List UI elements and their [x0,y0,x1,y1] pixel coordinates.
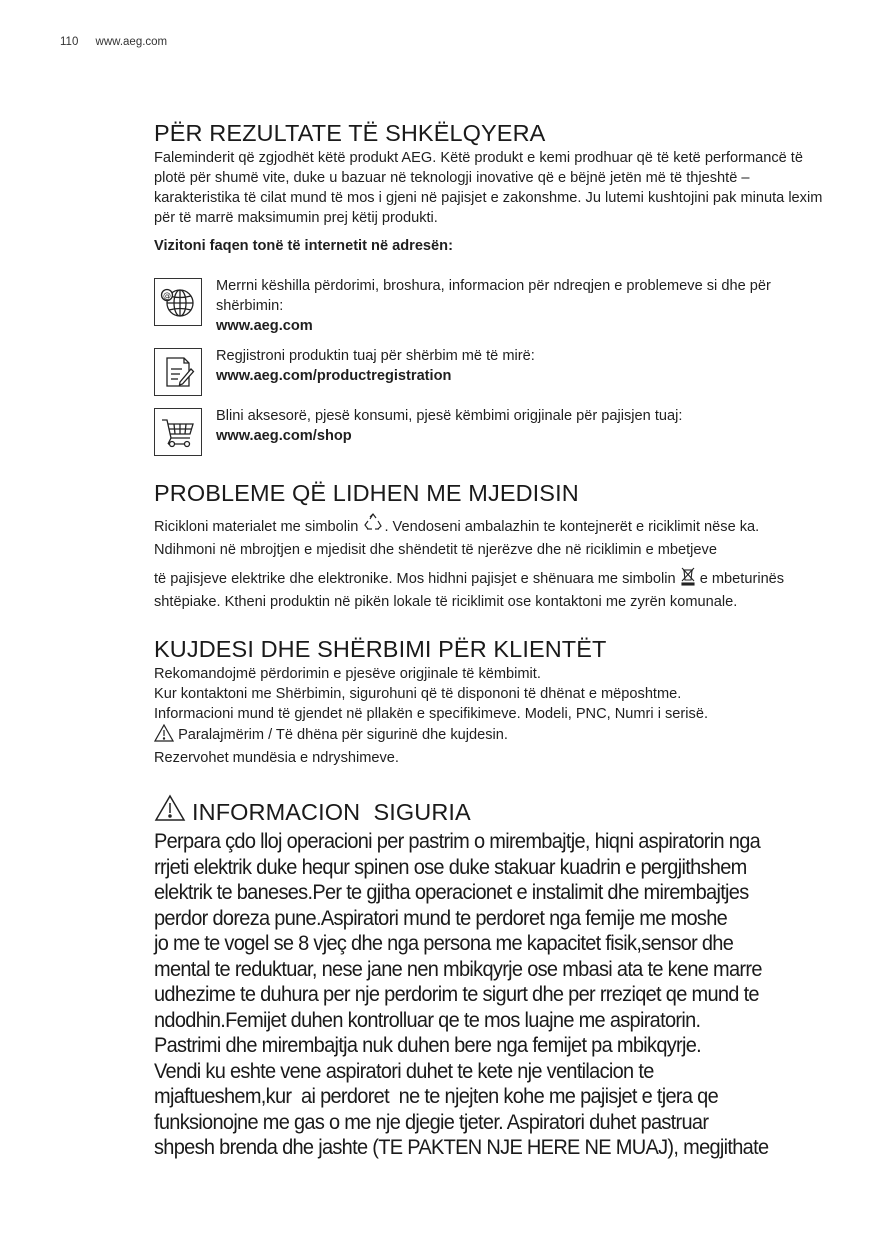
page-content [154,118,834,1161]
service-title: KUJDESI DHE SHËRBIMI PËR KLIENTËT [154,636,607,662]
environment-paragraph-2: Ndihmoni në mbrojtjen e mjedisit dhe shëndetit të njerëzve dhe në riciklimin e mbetjeve [154,542,717,558]
service-line-2: Kur kontaktoni me Shërbimin, sigurohuni që të dispononi të dhënat e mëposhtme. [154,686,682,702]
page-header [60,36,181,48]
cart-icon [154,408,202,456]
environment-text: . Vendoseni ambalazhin te kontejnerët e riciklimit nëse ka. [384,519,760,535]
safety-line: rrjeti elektrik duke hequr spinen ose duke stakuar kuadrin e pergjithshem [154,854,747,879]
service-warning-text: Paralajmërim / Të dhëna për sigurinë dhe kujdesin. [178,727,508,743]
safety-line: jo me te vogel se 8 vjeç dhe nga persona me kapacitet fisik,sensor dhe [154,931,734,955]
safety-line: perdor doreza pune.Aspiratori mund te perdoret nga femije me moshe [154,905,728,930]
safety-line: elektrik te baneses.Per te gjitha operacionet e instalimit dhe mirembajtjes [154,880,749,904]
globe-icon [154,278,202,326]
service-line-5: Rezervohet mundësia e ndryshimeve. [154,750,399,766]
registration-description: Regjistroni produktin tuaj për shërbim më të mirë: [216,348,535,364]
registration-link[interactable]: www.aeg.com/productregistration [216,368,452,384]
safety-text [154,829,838,1161]
safety-line: funksionojne me gas o me nje djegie tjeter. Aspiratori duhet pastruar [154,1109,709,1134]
recycle-icon [362,512,384,540]
environment-section [154,478,834,612]
environment-text: të pajisjeve elektrike dhe elektronike. Mos hidhni pajisjet e shënuara me simbolin [154,571,676,587]
visit-label: Vizitoni faqen tonë të internetit në adresën: [154,238,453,254]
crossed-bin-icon [680,566,696,592]
list-item-website [154,276,834,336]
page-number: 110 [60,36,79,48]
safety-title: INFORMACION SIGURIA [192,798,471,825]
registration-icon [154,348,202,396]
results-section [154,118,834,456]
service-section [154,634,834,768]
safety-line: mental te reduktuar, nese jane nen mbikqyrje ose mbasi ata te kene marre [154,956,762,981]
website-link[interactable]: www.aeg.com [216,318,313,334]
service-line-3: Informacioni mund të gjendet në pllakën e specifikimeve. Modeli, PNC, Numri i serisë. [154,706,708,722]
list-item-registration [154,346,834,396]
list-item-shop [154,406,834,456]
warning-icon [154,724,174,748]
svg-text:@: @ [163,291,171,300]
safety-line: Perpara çdo lloj operacioni per pastrim o mirembajtje, hiqni aspiratorin nga [154,829,761,853]
safety-line: Vendi ku eshte vene aspiratori duhet te kete nje ventilacion te [154,1058,654,1083]
safety-line: udhezime te duhura per nje perdorim te sigurt dhe per rreziqet qe mund te [154,982,759,1006]
service-line-4 [154,724,834,748]
safety-line: Pastrimi dhe mirembajtja nuk duhen bere nga femijet pa mbikqyrje. [154,1033,702,1057]
environment-title: PROBLEME QË LIDHEN ME MJEDISIN [154,480,579,506]
shop-link[interactable]: www.aeg.com/shop [216,428,352,444]
shop-description: Blini aksesorë, pjesë konsumi, pjesë këmbimi origjinale për pajisjen tuaj: [216,408,683,424]
environment-text: Ricikloni materialet me simbolin [154,519,359,535]
safety-line: shpesh brenda dhe jashte (TE PAKTEN NJE HERE NE MUAJ), megjithate [154,1135,769,1159]
website-description: Merrni këshilla përdorimi, broshura, informacion për ndreqjen e problemeve si dhe për shërbimin: [216,278,771,314]
safety-heading [154,794,834,829]
results-title: PËR REZULTATE TË SHKËLQYERA [154,120,546,146]
environment-paragraph-3 [154,566,834,612]
warning-icon [154,794,186,829]
safety-line: mjaftueshem,kur ai perdoret ne te njejten kohe me pajisjet e tjera qe [154,1084,719,1108]
website-url[interactable]: www.aeg.com [95,36,168,48]
safety-section [154,794,834,1161]
results-body: Faleminderit që zgjodhët këtë produkt AEG. Këtë produkt e kemi prodhuar që të ketë performancë të plotë për shumë vite, duke u bazuar në teknologji inovative që e bëjnë jetën më të thjeshtë – karakteristika të cilat mund të mos i gjeni në pajisjet e zakonshme. Ju lutemi kushtojini pak minuta lexim për të marrë maksimumin prej këtij produkti. [154,150,823,226]
safety-line: ndodhin.Femijet duhen kontrolluar qe te mos luajne me aspiratorin. [154,1007,701,1032]
service-line-1: Rekomandojmë përdorimin e pjesëve origjinale të këmbimit. [154,666,541,682]
environment-text: e mbeturinës shtëpiake. Ktheni produktin në pikën lokale të riciklimit ose kontaktoni me zyrën komunale. [154,571,785,610]
environment-paragraph-1 [154,512,834,540]
